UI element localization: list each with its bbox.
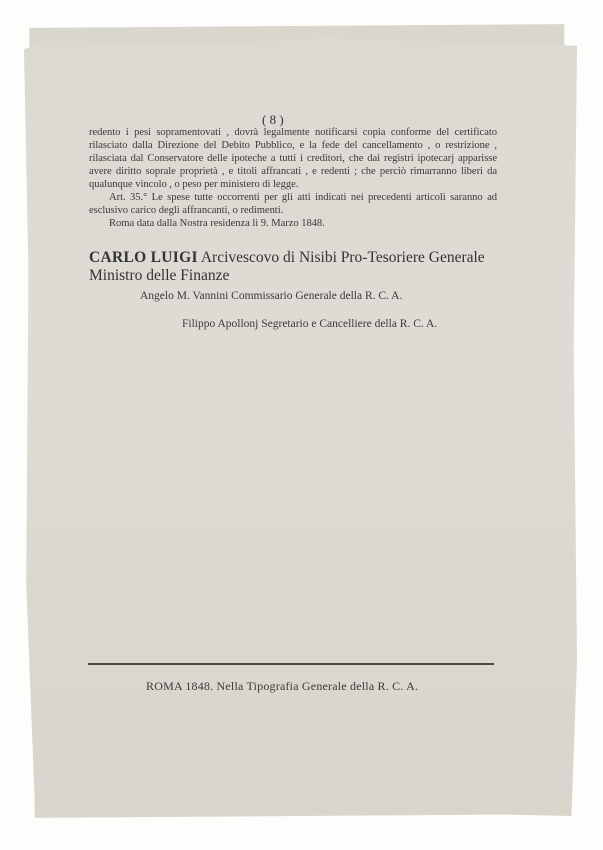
signatory-name: CARLO LUIGI xyxy=(89,249,198,266)
countersignature-commissario: Angelo M. Vannini Commissario Generale della R. C. A. xyxy=(140,290,403,302)
body-text xyxy=(89,126,497,230)
horizontal-rule xyxy=(88,663,494,665)
printer-imprint: ROMA 1848. Nella Tipografia Generale della R. C. A. xyxy=(146,679,419,693)
paragraph-date: Roma data dalla Nostra residenza li 9. Marzo 1848. xyxy=(109,218,325,229)
countersignature-segretario: Filippo Apollonj Segretario e Cancelliere della R. C. A. xyxy=(182,318,438,330)
signatory-title: Arcivescovo di Nisibi Pro-Tesoriere Generale Ministro delle Finanze xyxy=(89,249,485,284)
page-number: ( 8 ) xyxy=(262,112,284,127)
signatory-block xyxy=(89,249,499,285)
paragraph-notification: redento i pesi sopramentovati , dovrà legalmente notificarsi copia conforme del certificato rilasciato dalla Direzione del Debito Pubblico, e la fede del cancellamento , o restrizione , rilasciata dal Conservatore delle ipoteche a tutti i creditori, che dai registri ipotecarj apparisse avere diritto soprale proprietà , e titoli affrancati , e redenti ; che perciò rimarranno liberi da qualunque vincolo , o peso per ministero di legge. xyxy=(89,127,497,190)
paragraph-article-35: Art. 35.° Le spese tutte occorrenti per gli atti indicati nei precedenti articoli saranno ad esclusivo carico degli affrancanti, o redimenti. xyxy=(89,192,497,216)
